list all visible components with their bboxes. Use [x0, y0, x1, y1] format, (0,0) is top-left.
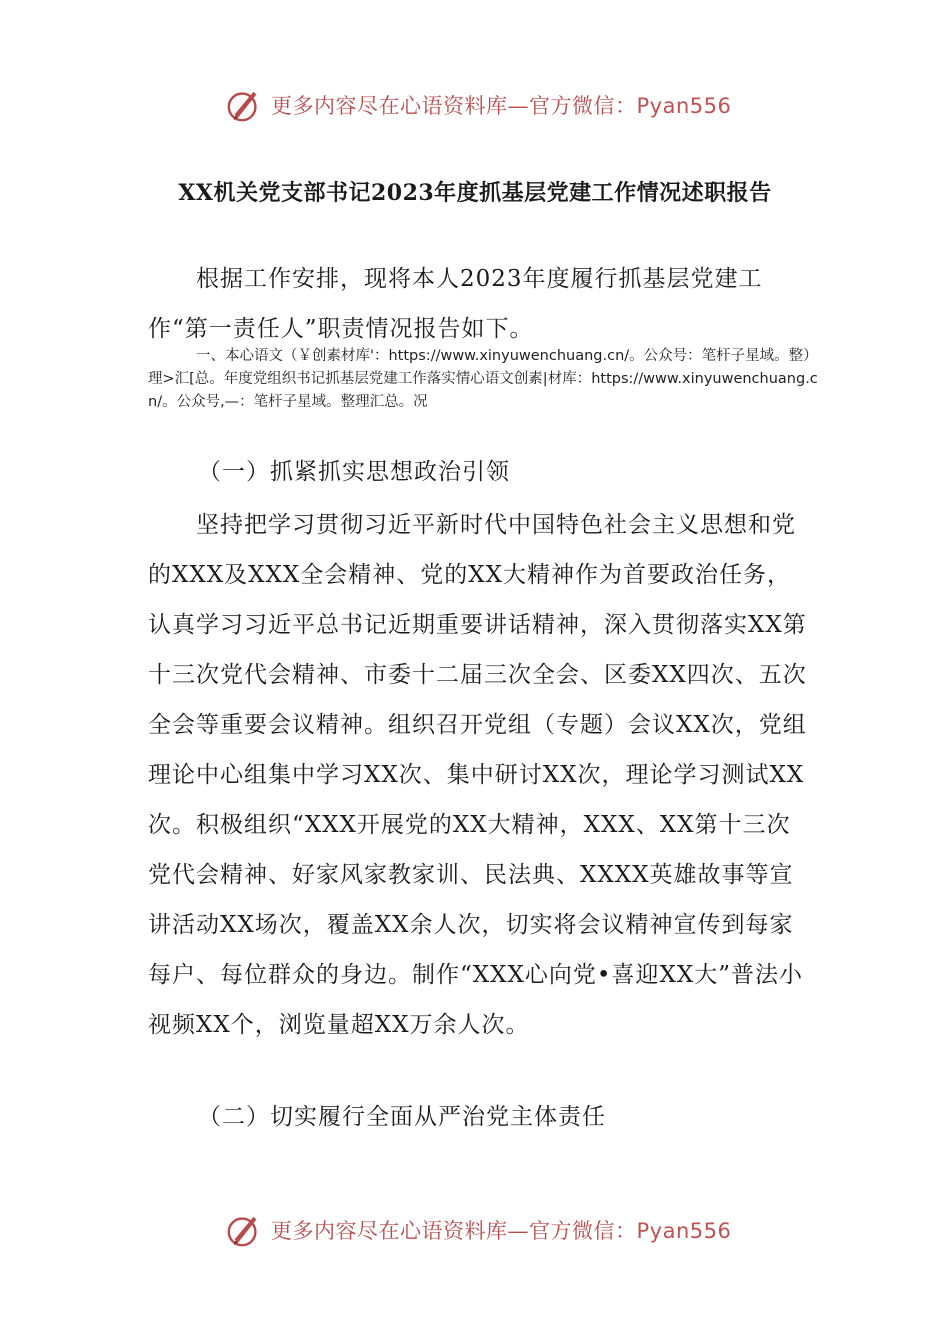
note-paragraph: 一、本心语文（￥创素材库'：https://www.xinyuwenchuang.cn/。公众号：笔杆子星域。整）理>汇[总。年度党组织书记抓基层党建工作落实情心语文创素|材库：https://www.xinyuwenchuang.cn/。公众号,—：笔杆子星域。整理汇总。况	[148, 348, 818, 410]
watermark-banner-bottom	[225, 1205, 745, 1255]
document-title: XX机关党支部书记2023年度抓基层党建工作情况述职报告	[178, 180, 772, 206]
quill-pen-icon	[225, 86, 263, 124]
watermark-banner-top	[225, 80, 745, 130]
section-heading-2: （二）切实履行全面从严治党主体责任	[198, 1104, 606, 1130]
quill-pen-icon	[225, 1211, 263, 1249]
section-1-paragraph: 坚持把学习贯彻习近平新时代中国特色社会主义思想和党的XXX及XXX全会精神、党的XX大精神作为首要政治任务，认真学习习近平总书记近期重要讲话精神，深入贯彻落实XX第十三次党代会精神、市委十二届三次全会、区委XX四次、五次全会等重要会议精神。组织召开党组（专题）会议XX次，党组理论中心组集中学习XX次、集中研讨XX次，理论学习测试XX次。积极组织“XXX开展党的XX大精神，XXX、XX第十三次党代会精神、好家风家教家训、民法典、XXXX英雄故事等宣讲活动XX场次，覆盖XX余人次，切实将会议精神宣传到每家每户、每位群众的身边。制作“XXX心向党•喜迎XX大”普法小视频XX个，浏览量超XX万余人次。	[148, 512, 807, 1038]
wechat-id: Pyan556	[636, 1219, 732, 1243]
section-heading-1: （一）抓紧抓实思想政治引领	[198, 459, 510, 485]
intro-paragraph: 根据工作安排，现将本人2023年度履行抓基层党建工作“第一责任人”职责情况报告如下。	[148, 266, 763, 342]
wechat-id: Pyan556	[636, 94, 732, 118]
watermark-text: 更多内容尽在心语资料库—官方微信：Pyan556	[271, 1219, 732, 1243]
watermark-text: 更多内容尽在心语资料库—官方微信：Pyan556	[271, 94, 732, 118]
